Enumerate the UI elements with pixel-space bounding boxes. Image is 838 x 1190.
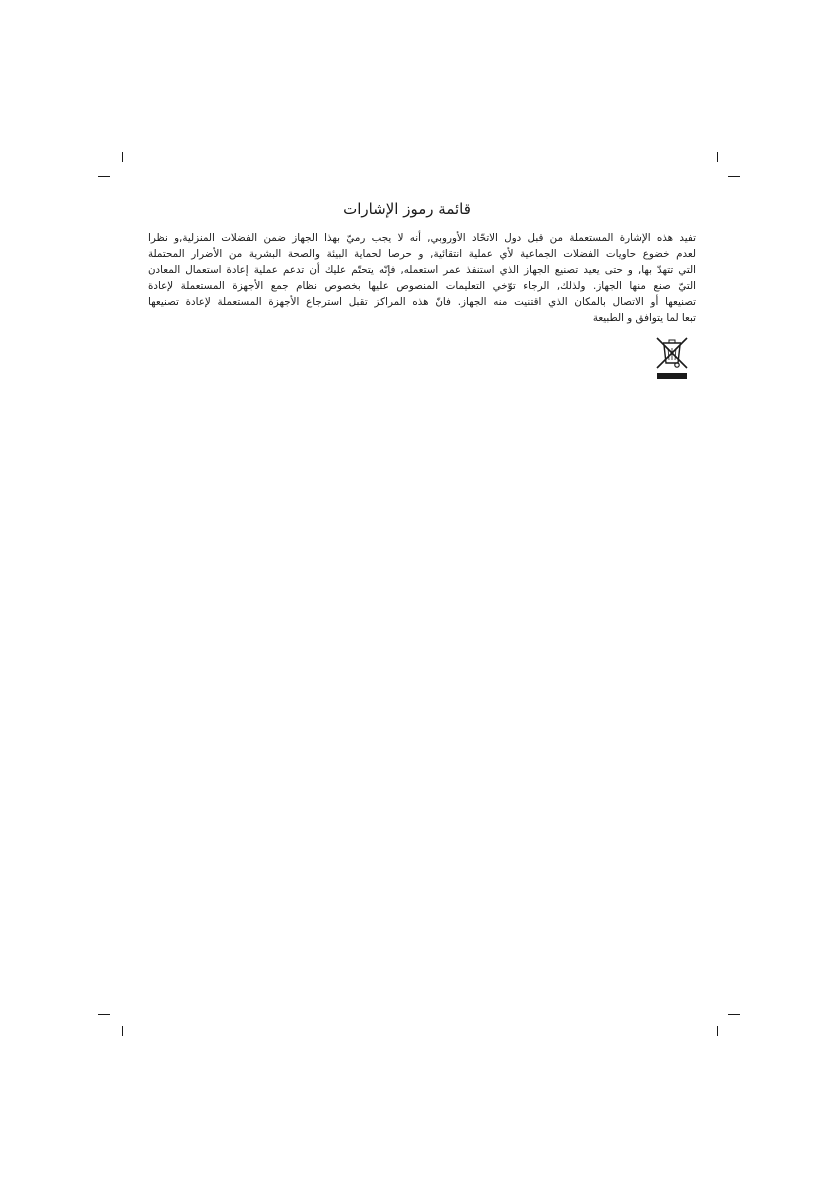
page-title: قائمة رموز الإشارات xyxy=(343,200,471,218)
crossed-out-wheeled-bin-icon xyxy=(654,335,690,381)
paragraph-line: تصنيعها أو الاتصال بالمكان الذي اقتنيت منه الجهاز. فانّ هذه المراكز تقبل استرجاع الأجهزة المستعملة لإعادة تصنيعها xyxy=(148,296,696,308)
crop-mark-bottom-left-horizontal xyxy=(98,1014,110,1015)
crop-mark-bottom-left-vertical xyxy=(122,1026,123,1036)
crop-mark-top-left-horizontal xyxy=(98,176,110,177)
crop-mark-bottom-right-horizontal xyxy=(728,1014,740,1015)
paragraph-line: تفيد هذه الإشارة المستعملة من قبل دول الاتحّاد الأوروبي, أنه لا يجب رميّ بهذا الجهاز ضمن الفضلات المنزلية,و نظرا xyxy=(148,232,696,244)
crop-mark-top-right-vertical xyxy=(717,152,718,162)
paragraph-line: لعدم خضوع حاويات الفضلات الجماعية لأي عملية انتقائية, و حرصا لحماية البيئة والصحة البشرية من الأضرار المحتملة xyxy=(148,248,696,260)
crop-mark-top-left-vertical xyxy=(122,152,123,162)
paragraph-line: تبعا لما يتوافق و الطبيعة xyxy=(592,312,696,324)
paragraph-line: التيّ صنع منها الجهاز. ولذلك, الرجاء توّخي التعليمات المنصوص عليها بخصوص نظام جمع الأجهزة المستعملة لإعادة xyxy=(148,280,696,292)
paragraph-line: التي تتهدّ بها, و حتى يعيد تصنيع الجهاز الذي استنفذ عمر استعمله, فإنّه يتحتّم عليك أن تدعم عملية إعادة استعمال المعادن xyxy=(148,264,696,276)
crop-mark-top-right-horizontal xyxy=(728,176,740,177)
symbol-list-section xyxy=(148,200,696,326)
crop-mark-bottom-right-vertical xyxy=(717,1026,718,1036)
weee-paragraph xyxy=(148,230,696,326)
